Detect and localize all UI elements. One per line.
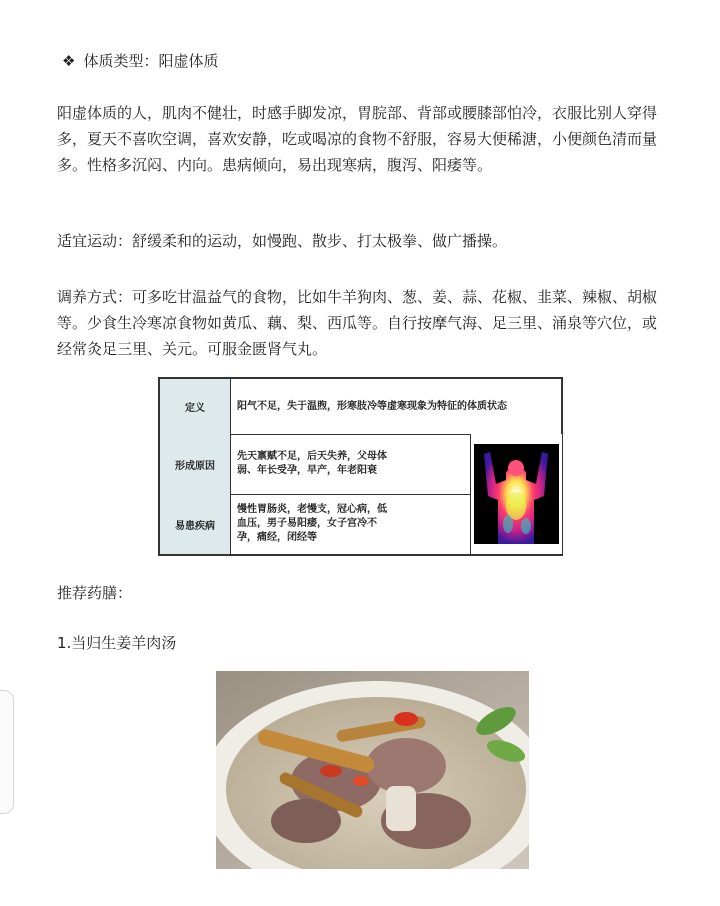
regimen-paragraph: 调养方式：可多吃甘温益气的食物，比如牛羊狗肉、葱、姜、蒜、花椒、韭菜、辣椒、胡椒等。少食生冷寒凉食物如黄瓜、藕、梨、西瓜等。自行按摩气海、足三里、涌泉等穴位，或经常灸足三里、关元。可服金匮肾气丸。 xyxy=(57,288,658,358)
recipes-label: 推荐药膳： xyxy=(57,584,133,602)
heading-text: 体质类型：阳虚体质 xyxy=(83,52,219,70)
thermal-image-cell xyxy=(470,434,562,554)
table-header-cell: 易患疾病 xyxy=(160,494,231,554)
table-content-cell: 先天禀赋不足，后天失养，父母体弱、年长受孕，早产，年老阳衰 xyxy=(237,451,387,476)
side-drawer-handle[interactable] xyxy=(0,690,14,814)
constitution-info-table xyxy=(158,377,563,556)
lamb-soup-photo xyxy=(216,671,529,869)
table-row-definition xyxy=(160,379,561,435)
table-content-cell: 阳气不足，失于温煦，形寒肢冷等虚寒现象为特征的体质状态 xyxy=(237,400,507,412)
exercise-paragraph: 适宜运动：舒缓柔和的运动，如慢跑、散步、打太极拳、做广播操。 xyxy=(57,232,508,250)
table-header-cell: 形成原因 xyxy=(160,434,231,494)
constitution-heading xyxy=(62,48,672,74)
recipe-1-title: 1.当归生姜羊肉汤 xyxy=(57,634,177,652)
diamond-bullet-icon: ❖ xyxy=(62,52,76,70)
thermal-body-image xyxy=(474,444,559,544)
table-content-cell: 慢性胃肠炎，老慢支，冠心病，低血压，男子易阳痿，女子宫冷不孕，痛经，闭经等 xyxy=(237,504,387,543)
description-paragraph: 阳虚体质的人，肌肉不健壮，时感手脚发凉，胃脘部、背部或腰膝部怕冷，衣服比别人穿得多，夏天不喜吹空调，喜欢安静，吃或喝凉的食物不舒服，容易大便稀溏，小便颜色清而量多。性格多沉闷、内向。患病倾向，易出现寒病，腹泻、阳痿等。 xyxy=(57,104,658,174)
table-header-cell: 定义 xyxy=(160,379,231,434)
